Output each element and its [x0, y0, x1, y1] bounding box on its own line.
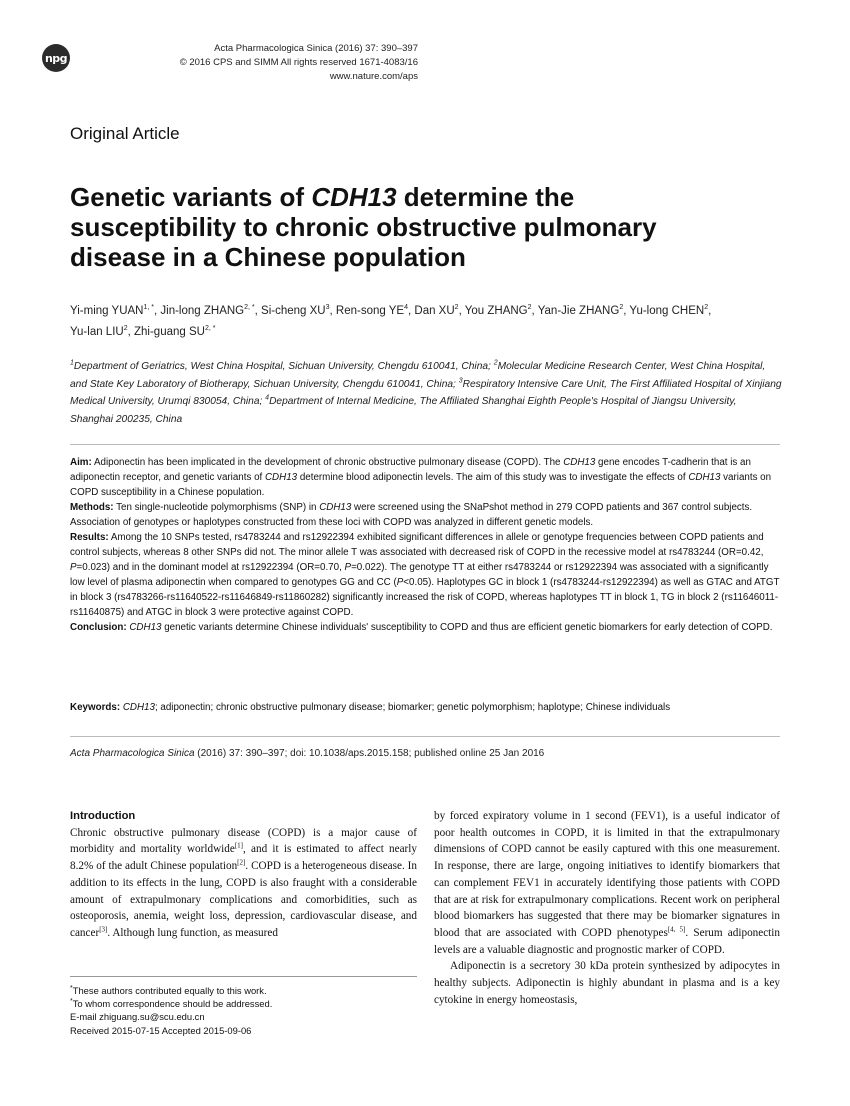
author: You ZHANG$^2$,	[464, 304, 538, 317]
npg-logo	[42, 44, 70, 72]
title-line2: susceptibility to chronic obstructive pulmonary	[70, 212, 657, 242]
title-line3: disease in a Chinese population	[70, 242, 466, 272]
author: Dan $XU^2$,	[414, 304, 465, 317]
article-type: Original Article	[70, 124, 180, 143]
keywords: Keywords: CDH13; adiponectin; chronic obstructive pulmonary disease; biomarker; genetic polymorphism; haplotype; Chinese individuals	[70, 702, 671, 713]
intro-paragraph-2: by forced expiratory volume in 1 second (FEV1), is a useful indicator of poor health outcomes in COPD, it is limited in that the extrapulmonary dimensions of COPD cannot be easily captured with this one measurement. In response, there are large, ongoing initiatives to identify biomarkers that can complement FEV1 in accurately identifying those patients with COPD that are at risk for extrapulmonary complications. Recent work on peripheral blood biomarkers has suggested that there may be biomarker signatures in blood that are associated with COPD phenotypes[4, 5]. Serum adiponectin levels are a valuable diagnostic and prognostic marker of COPD.	[434, 810, 780, 956]
article-title	[70, 182, 760, 272]
copyright-line: © 2016 CPS and SIMM All rights reserved 1671-4083/16	[179, 57, 418, 68]
abstract	[70, 455, 782, 635]
author: Ren-song $YE^4$,	[335, 304, 415, 317]
author: Yu-lan LIU$^2$,	[70, 325, 134, 338]
author: Yan-Jie ZHANG$^2$,	[537, 304, 630, 317]
title-line1-pre: Genetic variants of	[70, 182, 312, 212]
author: Yu-long CHEN$^2$,	[629, 304, 712, 317]
section-heading: Introduction	[70, 810, 136, 822]
author: Yi-ming $YUAN^{1, *}$,	[70, 304, 161, 317]
footnote-dates: Received 2015-07-15 Accepted 2015-09-06	[70, 1024, 252, 1036]
footnote-equal-contribution: *These authors contributed equally to this work.	[70, 984, 267, 996]
author: Si-cheng $XU^3$,	[261, 304, 336, 317]
footnote-correspondence: *To whom correspondence should be addressed.	[70, 998, 273, 1010]
abstract-aim: Aim: Adiponectin has been implicated in the development of chronic obstructive pulmonary disease (COPD). The CDH13 gene encodes T-cadherin that is an adiponectin receptor, and genetic variants of CDH13 determine blood adiponectin levels. The aim of this study was to investigate the effects of CDH13 variants on COPD susceptibility in a Chinese population.	[70, 457, 772, 498]
title-line1-post: determine the	[396, 182, 575, 212]
author: Zhi-guang $SU^{2, *}$	[134, 325, 216, 338]
footnote-rule	[70, 976, 417, 977]
affiliations: $^1$Department of Geriatrics, West China Hospital, Sichuan University, Chengdu 610041, China; $^2$Molecular Medicine Research Center, West China Hospital, and State Key Laboratory of Biotherapy, Sichuan University, Chengdu 610041, China; $^3$Respiratory Intensive Care Unit, The First Affiliated Hospital of Xinjiang Medical University, Urumqi 830054, China; $^4$Department of Internal Medicine, The Affiliated Shanghai Eighth People's Hospital of Jiangsu University, Shanghai 200235, China	[70, 359, 782, 425]
journal-line: Acta Pharmacologica Sinica (2016) 37: 390–397	[214, 43, 418, 54]
right-column	[434, 808, 780, 1008]
intro-paragraph-1: Chronic obstructive pulmonary disease (COPD) is a major cause of morbidity and mortality worldwide[1], and it is estimated to affect nearly 8.2% of the adult Chinese population[2]. COPD is a heterogeneous disease. In addition to its effects in the lung, COPD is also fraught with a considerable amount of extrapulmonary complications and comorbidities, such as osteoporosis, anemia, weight loss, depression, cardiovascular disease, and cancer[3]. Although lung function, as measured	[70, 826, 417, 939]
intro-paragraph-3: Adiponectin is a secretory 30 kDa protein synthesized by adipocytes in healthy subjects. Adiponectin is highly abundant in plasma and is a key cytokine in energy homeostasis,	[434, 960, 780, 1006]
citation-line: Acta Pharmacologica Sinica (2016) 37: 390–397; doi: 10.1038/aps.2015.158; published online 25 Jan 2016	[70, 748, 545, 759]
divider	[70, 736, 780, 737]
abstract-methods: Methods: Ten single-nucleotide polymorphisms (SNP) in CDH13 were screened using the SNaPshot method in 279 COPD patients and 367 control subjects. Association of genotypes or haplotypes constructed from these loci with COPD was analyzed in different genetic models.	[70, 502, 753, 528]
title-gene: CDH13	[311, 182, 397, 212]
journal-url[interactable]: www.nature.com/aps	[329, 71, 418, 82]
footnotes	[70, 984, 417, 1037]
abstract-results: Results: Among the 10 SNPs tested, rs4783244 and rs12922394 exhibited significant differences in allele or genotype frequencies between COPD patients and control subjects, whereas 8 other SNPs did not. The minor allele T was associated with decreased risk of COPD in the recessive model at rs4783244 (OR=0.42, P=0.023) and in the dominant model at rs12922394 (OR=0.70, P=0.022). The genotype TT at either rs4783244 or rs12922394 was associated with a significantly low level of plasma adiponectin when compared to genotypes GG and CC (P<0.05). Haplotypes GC in block 1 (rs4783244-rs12922394) as well as GTAC and ATGT in block 3 (rs4783266-rs11640522-rs11646849-rs11860282) significantly increased the risk of COPD, whereas haplotypes TT in block 1, TG in block 2 (rs11646011- rs11640875) and ATGC in block 3 were protective against COPD.	[70, 532, 780, 618]
divider	[70, 444, 780, 445]
footnote-email[interactable]: E-mail zhiguang.su@scu.edu.cn	[70, 1011, 205, 1023]
logo-text: npg	[44, 51, 68, 65]
abstract-conclusion: Conclusion: CDH13 genetic variants determine Chinese individuals' susceptibility to COPD and thus are efficient genetic biomarkers for early detection of COPD.	[70, 622, 773, 633]
author: Jin-long $ZHANG^{2, *}$,	[160, 304, 262, 317]
author-list	[70, 301, 780, 343]
left-column	[70, 808, 417, 942]
